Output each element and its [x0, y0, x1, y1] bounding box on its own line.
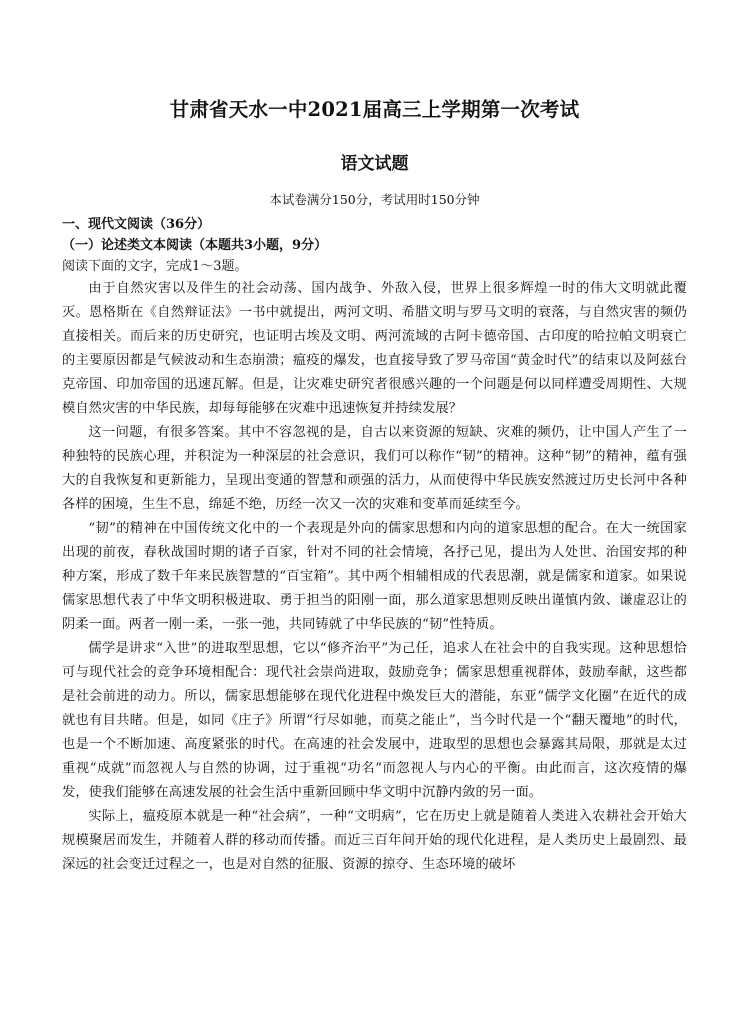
passage-paragraph-5: 实际上，瘟疫原本就是一种“社会病”，一种“文明病”，它在历史上就是随着人类进入农耕社会开始大规模聚居而发生，并随着人群的移动而传播。而近三百年间开始的现代化进程，是人类历史上最剧烈、最深远的社会变迁过程之一，也是对自然的征服、资源的掠夺、生态环境的破坏 — [62, 809, 687, 872]
passage-paragraph-3: “韧”的精神在中国传统文化中的一个表现是外向的儒家思想和内向的道家思想的配合。在大一统国家出现的前夜，春秋战国时期的诸子百家，针对不同的社会情境，各抒己见，提出为人处世、治国安邦的种种方案，形成了数千年来民族智慧的“百宝箱”。其中两个相辅相成的代表思潮，就是儒家和道家。如果说儒家思想代表了中华文明积极进取、勇于担当的阳刚一面，那么道家思想则反映出谨慎内敛、谦虚忍让的阴柔一面。两者一刚一柔，一张一弛，共同铸就了中华民族的“韧”性特质。 — [62, 521, 687, 632]
section-heading: 一、现代文阅读（36分） — [62, 217, 211, 232]
exam-note: 本试卷满分150分，考试用时150分钟 — [269, 192, 480, 207]
subsection-heading: （一）论述类文本阅读（本题共3小题，9分） — [62, 238, 328, 253]
passage-paragraph-2: 这一问题，有很多答案。其中不容忽视的是，自古以来资源的短缺、灾难的频仍，让中国人产生了一种独特的民族心理，并积淀为一种深层的社会意识，我们可以称作“韧”的精神。这种“韧”的精神，蕴有强大的自我恢复和更新能力，呈现出变通的智慧和顽强的活力，从而使得中华民族安然渡过历史长河中各种各样的困境，生生不息，绵延不绝，历经一次又一次的灾难和变革而延续至今。 — [62, 425, 687, 512]
page-subtitle: 语文试题 — [340, 154, 409, 174]
page-title: 甘肃省天水一中2021届高三上学期第一次考试 — [169, 98, 580, 121]
passage-paragraph-4: 儒学是讲求“入世”的进取型思想，它以“修齐治平”为己任，追求人在社会中的自我实现。这种思想恰可与现代社会的竞争环境相配合：现代社会崇尚进取，鼓励竞争；儒家思想重视群体，鼓励奉献，这些都是社会前进的动力。所以，儒家思想能够在现代化进程中焕发巨大的潜能，东亚“儒学文化圈”在近代的成就也有目共睹。但是，如同《庄子》所谓“行尽如驰，而莫之能止”，当今时代是一个“翻天覆地”的时代，也是一个不断加速、高度紧张的时代。在高速的社会发展中，进取型的思想也会暴露其局限，那就是太过重视“成就”而忽视人与自然的协调，过于重视“功名”而忽视人与内心的平衡。由此而言，这次疫情的爆发，使我们能够在高速发展的社会生活中重新回顾中华文明中沉静内敛的另一面。 — [62, 641, 687, 800]
passage-paragraph-1: 由于自然灾害以及伴生的社会动荡、国内战争、外敌入侵，世界上很多辉煌一时的伟大文明就此覆灭。恩格斯在《自然辩证法》一书中就提出，两河文明、希腊文明与罗马文明的衰落，与自然灾害的频仍直接相关。而后来的历史研究，也证明古埃及文明、两河流域的古阿卡德帝国、古印度的哈拉帕文明衰亡的主要原因都是气候波动和生态崩溃；瘟疫的爆发，也直接导致了罗马帝国“黄金时代”的结束以及阿兹台克帝国、印加帝国的迅速瓦解。但是，让灾难史研究者很感兴趣的一个问题是何以同样遭受周期性、大规模自然灾害的中华民族，却每每能够在灾难中迅速恢复并持续发展？ — [62, 281, 687, 416]
reading-instruction: 阅读下面的文字，完成1～3题。 — [62, 259, 248, 274]
